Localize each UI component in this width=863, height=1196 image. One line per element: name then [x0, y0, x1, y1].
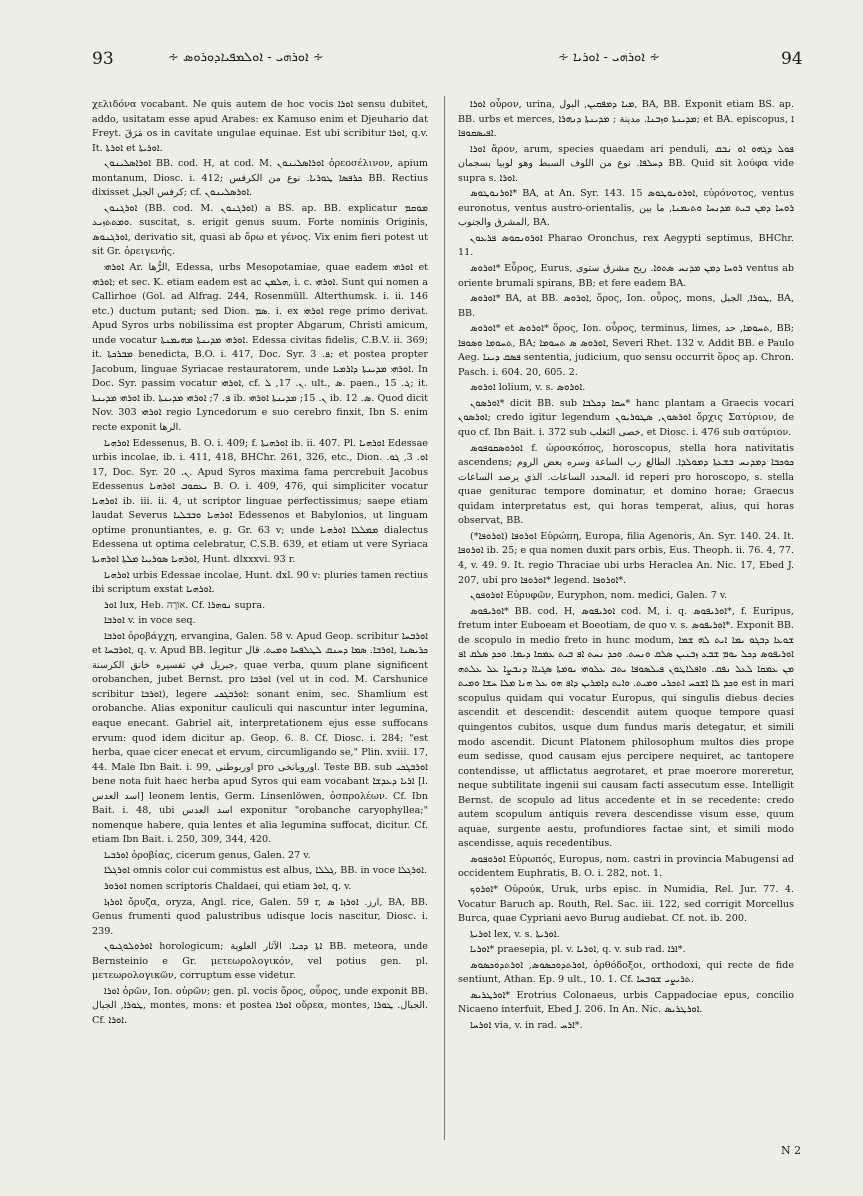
left-column [92, 98, 428, 1138]
dictionary-entry: ܐܘܪܘܪ nomen scriptoris Chaldaei, qui etiam ܐܘܪ, q. v. [104, 880, 352, 892]
dictionary-entry: ܐܘܪܐ οὖρον, urina, ܡܝܐ ܕܡܦܩܝܢ, البول, BA, BB. Exponit etiam BS. ap. BB. urbs et merces, ܡܕܝܢܬܐ ܘܙܒܢܐ. مدينة ; ܡܕܝܢܬܐ ܕܢܗܪܐ; et BA. episcopus, ܐ ܐܦܝܣܩܘܦܐ. [458, 99, 794, 140]
dictionary-entry: ܐܘܪܘܢܩܘܣ ܦܪܥܘܢ Pharao Oronchus, rex Aegypti septimus, BHChr. 11. [458, 232, 794, 259]
dictionary-entry: ܐܘܪܒܐ v. in voce seq. [104, 615, 196, 627]
right-running-head: ∻ ܐܘܪܗܝ - ܐܘܪܝܐ ∻ [558, 50, 660, 65]
dictionary-entry: ܐܘܪܘܣ lolium, v. s. ܐܘܪܘܣ. [470, 382, 586, 394]
dictionary-entry: ܐܘܪܘܣ* BA, at BB. ܐܘܪܘܣ, ὄρος, Ion. οὖρος, mons, ܛܘܪܐ, الجبل, BA, BB. [458, 293, 794, 319]
dictionary-entry: ܐܘܪܒܐ ὀροβάγχη, ervangina, Galen. 58 v. Apud Geop. scribitur ܐܘܪܒܚܐ et ܐܘܪܒܚܐ, q. v. Apud BB. legitur ܟܪܝܣܢܐ ,ܐܘܪܒܐ. ܣܡܐ ܕܚܢܩ ܠܛܠܦܚܐ ܘܡܝܬ. قال جبريل في تفسيره خانق الكرسنة, quae verba, quum plane significent orobanchen, jubet Bernst. pro ܐܘܪܒܐ (vel ut in cod. M. Carshunice scribitur ܐܘܪܒܐ), legere ܐܘܪܒܓܟܝ: sonant enim, sec. Shamlium est orobanche. Alias exponitur cauliculi qui nascuntur inter legumina, eaque enecant. Gabriel ait, interpretationem ejus esse suffocans ervum: quod idem dicitur ap. Geop. 6. 8. Cf. Diosc. i. 284; "est herba, quae cicer enecat et ervum, circumligando se," Plin. xviii. 17, 44. Male Ibn Bait. i. 99, اوربوطنى pro اوروبانخى. Teste BB. sub ܐܘܪܒܓܟܝ bene nota fuit haec herba apud Syros qui eam vocabant ܐܪܝܐ ܕܥܕܫܐ [l. اسد العدس] leonem lentis, Germ. Linsenlöwen, ὀσπρολέων. Cf. Ibn Bait. i. 48, ubi اسد العدس exponitur "orobanche caryophyllea;" nomenque habere, quia lentes et alia legumina suffocat, dicitur. Cf. etiam Ibn Bait. i. 250, 309, 344, 420. [92, 630, 428, 846]
dictionary-entry: ܐܘܪܢܘܛܘܣ* BA, at An. Syr. 143. 15 ܐܘܪܘܢܘܛܘܣ, εὐρόνοτος, ventus euronotus, ventus austro-orientalis, ܪܘܚܐ ܕܡܢ ܒܝܬ ܡܕܢܚܐ ܘܬܝܡܢܐ, ما بين المشرق والجنوب, BA. [458, 188, 794, 229]
right-page-number: 94 [781, 49, 803, 69]
dictionary-entry: ܐܘܪܘܦܘܢ Εὐρυφῶν, Euryphon, nom. medici, Galen. 7 v. [470, 590, 728, 602]
dictionary-entry: ܐܘܪܚܐ via, v. in rad. ܐܪܚ*. [470, 1019, 583, 1031]
dictionary-entry: ܐܘܪܐ ἄρον, arum, species quaedam ari penduli, ܦܘܠ ܕܓܗܘ ܐܘ ܢܒܩ ܕܚܠܦܐ. نوع من اللوف السبط وهو لوبيا بسجمان BB. Quid sit λούφα vide supra s. ܐܘܪܐ. [458, 143, 794, 184]
dictionary-entry: ܐܘܪܘܣ* Εὖρος, Eurus, ܪܘܚܐ ܕܡܢ ܡܕܢܚ ܣܬܘܐ. ريح مشرق ستوى ventus ab oriente brumali spirans, BB; et fere eadem BA. [458, 263, 794, 289]
dictionary-entry: ܐܘܪܝܐ* praesepia, pl. v. ܐܘܪܝܐ, q. v. sub rad. ܐܪܐ*. [470, 944, 686, 956]
dictionary-entry: ܐܘܪܗܝܐ urbis Edessae incolae, Hunt. dxl. 90 v: pluries tamen rectius ibi scriptum exstat ܐܘܪܗܝܐ. [92, 569, 428, 596]
dictionary-entry: ܐܘܪܗܝܐ Edessenus, B. O. i. 409; f. ܐܘܪܗܝܬܐ ib. ii. 407. Pl. ܐܘܪܗܝܐ Edessae urbis incolae, ib. i. 411, 418, BHChr. 261, 326, etc., Dion. ܐܘ. 3, ܓܘ. 17, Doc. Syr. ܢ. 20. Apud Syros maxima fama percrebuit Jacobus Edessenus ܝܥܩܘܒ ܐܘܪܗܝܐ B. O. i. 409, 476, qui simpliciter vocatur ܐܘܪܗܝܐ ib. iii. ii. 4, ut scriptor linguae perfectissimus; saepe etiam laudat Severus ܐܘܪܗܝܐ ܘܒܒܠܝܐ Edessenos et Babylonios, ut linguam optime pronuntiantes, e. g. Gr. 63 v; unde ܡܡܠܠܐ ܐܘܪܗܝܐ dialectus Edessena ut optima celebratur, C.S.B. 639, et etiam ut vere Syriaca ܐܘܪܗܝܐ ܣܘܪܝܝܐ ܡܠܬܐ ܐܘܪܗܝܬܐ, Hunt. dlxxxvi. 93 r. [92, 437, 428, 565]
dictionary-entry: ܐܘܪܣܘܢ* dicit BB. sub ܚܩܐ ܕܟܠܒܐ* hanc plantam a Graecis vocari ܐܘܪܣܘܢ; credo igitur legendum ܐܘܪܣܘܢ, ܣܛܘܪܝܘܢ ὄρχις Σατύριον, de quo cf. Ibn Bait. i. 372 sub خصى الثعلب, et Diosc. i. 476 sub σατύριον. [458, 397, 794, 439]
left-running-head: ∻ ܐܘܪܗܝ - ܐܘܠܡܦܝܐܕܘܪܘܣ ∻ [168, 50, 324, 65]
dictionary-entry: ܐܘܪܗܝ Ar. الرُّها, Edessa, urbs Mesopotamiae, quae eadem ܐܘܪܗܝ et ܐܘܪܗܝ; et sec. K. etiam eadem est ac ܗܠܡܢ, i. c. ܐܘܪܗܝ. Sunt qui nomen a Callirhoe (Gol. ad Alfrag. 244, Rosenmüll. Alterthumsk. i. ii. 146 etc.) ductum putant; sed Dion. ܣܡ. i. ex ܐܘܪܗܝ rege primo derivat. Apud Syros urbs nobilissima est propter Abgarum, Christi amicum, unde vocatur ܐܘܪܗܝ ܡܕܝܢܬܐ ܡܗܝܡܢܬܐ. Edessa civitas fidelis, C.B.V. ii. 369; it. ܡܒܪܟܬܐ benedicta, B.O. i. 417, Doc. Syr. ܦ. 3; et postea propter Jacobum, linguae Syriacae restauratorem, unde ܐܘܪܗܝ ܡܕܝܢܬܐ ܕܐܪܡܝܐ. In Doc. Syr. passim vocatur ܐܘܪܗܝ, cf. ܢ. 17, ܠ. ult., ܣ. paen., ܓ. 15; it. ܐܘܪܗܝ ܡܕܝܢܬܐ ib. ܦ. 7; ܐܘܪܗܝ ܡܕܝܢܬܐ ib. ܢ. 15; ܡܕܝܢܬܐ ܐܘܪܗܝ ib. ܣ. 12. Quod dicit Nov. 303 ܐܘܪܗܝ regio Lyncedorum e suo cerebro finxit, Ibn S. enim recte exponit الرها. [92, 262, 428, 434]
dictionary-entry: ܐܘܪܓܢܘܢ (BB. cod. M. ܐܘܪܓܢܘܢ) a BS. ap. BB. explicatur ܡܘܩܡ ܘܡܬܬܙܝܥ. suscitat, s. erigit genus suum. Forte nominis Originis, ܐܘܪܓܢܘܣ, derivatio sit, quasi ab ὄρω et γένος. Vix enim fieri potest ut sit Gr. ὀρειγενής. [92, 202, 428, 258]
dictionary-entry: ܐܘܪܓܠܐ omnis color cui commistus est albus, ܓܠܠܐ, BB. in voce ܐܘܪܓܠܐ. [104, 865, 428, 877]
dictionary-entry: ܐܘܪܐܣܠܝܢܘܢ BB. cod. H, at cod. M. ܐܘܪܐܣܠܝܢܘܢ ὀρεοσέλινον, apium montanum, Diosc. i. 412; ܟܪܦܣܐ ܛܘܪܝܐ. نوع من الكرفس BB. Rectius dixisset كرفس الجبل; cf. ܐܘܪܣܠܝܢܘܢ. [92, 158, 428, 199]
signature-mark: N 2 [781, 1144, 802, 1157]
dictionary-entry: ܐܘܪܝܦܘܣ* BB. cod. H, ܐܘܪܝܦܘܣ cod. M, i. q. ܐܘܪܝܦܘܣ*, f. Euripus, fretum inter Euboeam et Boeotiam, de quo v. s. ܐܘܪܝܦܘܣ*. Exponit BB. de scopulo in medio freto in hunc modum, ܫܘܥܐ ܕܒܓܘ ܝܡܐ ܐܝܬ ܠܗ ܫܡܐ ܐܘܪܝܦܘܣ ܕܟܠ ܝܘܡ ܫܒܥ ܙܒܢܝܢ ܣܠܩ ܘܢܚܬ. ܘܟܕ ܢܚܬ ܐܦ ܒܝܬ ܥܡܩܐ ܕܝܡܐ. ܘܟܕ ܣܠܩ ܐܦ ܡܢ ܥܡܩܐ ܠܥܠ ܢܦܩ. ܘܐܦܠܐܛܘܢ ܦܝܠܣܘܦܐ ܝܬܒ ܥܠܘܗܝ ܝܘܡܬܐ ܣܓܝܐܐ ܕܢܒܨܐ ܥܠ ܥܠܬܗ ܘܟܕ ܠܐ ܐܫܟܚ ܐܬܟܪܝ ܘܡܝܬ. ܘܐܝܬ ܕܐܡܪܝܢ ܕܐܦ ܗܘ ܥܠ ܗܢܐ ܡܠܐ ܚܫܐ ܘܡܝܬ est in mari scopulus quidam qui vocatur Europus, qui singulis diebus decies ascendit et descendit: descendit autem quoque tempore quasi quingentos cubitos, usque dum fundus maris detegatur, et simili modo ascendit. Dicunt Platonem philosophum multos dies prope eum sedisse, quod causam ejus percipere nequiret, ac tantopere contendisse, ut afflictatus aegrotaret, et prae moerore moreretur, neque subtilitate ingenii sui causam facti assecutum esse. Intelligit Bernst. de scopulo ad litus accedente et in se recedente: credo autem scopulum antiquis revera descendisse visum esse, quum aquae, surgente aestu, profundiores factae sint, et simili modo ascendisse, aquis recedentibus. [458, 605, 794, 850]
dictionary-entry: ܐܘܪܝܬܐ lex, v. s. ܐܘܪܝܬܐ. [470, 928, 560, 940]
dictionary-entry: ܐܘܪܐ ὀρῶν, Ion. οὐρῶν; gen. pl. vocis ὄρος, οὖρος, unde exponit BB. ܛܘܪܐ, الجبال, montes, mons: et postea ܐܘܪܐ οὔρεα, montes, الجبال. ܛܘܪܐ. Cf. ܐܘܪܐ. [92, 985, 428, 1026]
dictionary-entry: ܐܘܪܘܣ* et ܐܘܪܘܣ* ὅρος, Ion. οὖρος, terminus, limes, ܬܚܘܡܐ, حد, BB; ܬܚܘܡܐ ܘܣܘܦܐ, BA; ܐܘܪܘܣ ܣ ܬܚܘܡܐ, Severi Rhet. 132 v. Addit BB. e Paulo Aeg. ܦܣܩ ܕܝܢܐ sententia, judicium, quo sensu occurrit ὅρος ap. Chron. Pasch. i. 604. 20, 605. 2. [458, 323, 794, 378]
dictionary-entry: ܐܘܪܘܣܩܘܦܘܣ f. ὡροσκόπος, horoscopus, stella hora nativitatis ascendens; ܟܘܟܒܐ ܕܡܕܢܚ ܒܫܥܬܐ ܕܡܘܠܕܐ. الطالع رب الساعة وسره بعض الروم المحدد الساعات. الذي يرصد الساعات. id reperi pro horoscopo, s. stella quae geniturac tempore dominatur, et domino horae; Graecus quidam interpretatus est, qui horas temperat, alius, qui horas observat, BB. [458, 442, 794, 527]
left-page-number: 93 [92, 49, 114, 69]
dictionary-entry: χελιδόνα vocabant. Ne quis autem de hoc vocis ܐܘܪܐ sensu dubitet, addo, usitatam esse apud Arabes: ex Kamuso enim et Djeuhario dat Freyt. مَرَقَ os in cavitate ungulae equinae. Est ubi scribitur ܐܘܪܐ, q.v. It. ܐܘܪܬܐ et ܐܘܪܝܬܐ. [92, 99, 428, 154]
right-column [458, 98, 794, 1138]
dictionary-entry: ܐܘܪܘܠܘܓܝܘܢ horologicum; ܐܬܐ ܕܟܝܐ. الآثار العلوية BB. meteora, unde Bernsteinio e Gr. μετεωρολογικόν, vel potius gen. pl. μετεωρολογικῶν, corruptum esse videtur. [92, 941, 428, 982]
dictionary-entry: ܐܘܪܒܝܐ ὀροβίας, cicerum genus, Galen. 27 v. [104, 849, 311, 861]
dictionary-entry: ܐܘܪ lux, Heb. אוֹרָה. Cf. ܢܘܗܪܐ supra. [104, 599, 266, 611]
column-divider [444, 96, 445, 1140]
dictionary-entry: ܐܘܪܛܪܝܣ* Erotrius Colonaeus, urbis Cappadociae epus, concilio Nicaeno interfuit, Ebed J. 206. In An. Nic. ܐܘܪܛܪܝܣ. [458, 989, 794, 1016]
dictionary-entry: ܐܘܪܘܦܘܣ Εὐρωπός, Europus, nom. castri in provincia Mabugensi ad occidentem Euphratis, B. O. i. 282, not. 1. [458, 853, 794, 880]
dictionary-entry: ܐܘܪܘܦܐ (ܐܘܪܘܦܐ*) Εὐρώπη, Europa, filia Agenoris, An. Syr. 140. 24. It. ܐܘܪܘܦܐ ib. 25; e qua nomen duxit pars orbis, Eus. Theoph. ii. 76. 4, 77. 4, v. 49. 9. It. regio Thraciae ubi urbs Heraclea An. Nic. 17, Ebed J. 207, ubi pro ܐܘܪܘܦܐ* legend. ܐܘܪܘܦܐ*. [458, 530, 794, 586]
dictionary-entry: ܐܘܪܬܕܘܟܣܘܣ, ܐܘܪܬܕܘܟܣܘܣ, ὀρθόδοξοι, orthodoxi, qui recte de fide sentiunt, Athan. Ep. 9 ult., 10. 1. Cf. ܬܪܝܨܝ ܫܘܒܚܐ. [458, 959, 794, 986]
dictionary-entry: ܐܘܪܘܟ* Οὐρούκ, Uruk, urbs episc. in Numidia, Rel. Jur. 77. 4. Vocatur Baruch ap. Routh, Rel. Sac. iii. 122, sed corrigit Morcellus Burca, quae Cypriani aevo Burug audiebat. Cf. not. ib. 200. [458, 883, 794, 925]
dictionary-entry: ܐܘܪܙܐ ὄρυζα, oryza, Angl. rice, Galen. 59 r, ارز. ܐܘܪܙܐ ܣ, BA, BB. Genus frumenti quod palustribus udisque locis nascitur, Diosc. i. 239. [92, 896, 428, 937]
